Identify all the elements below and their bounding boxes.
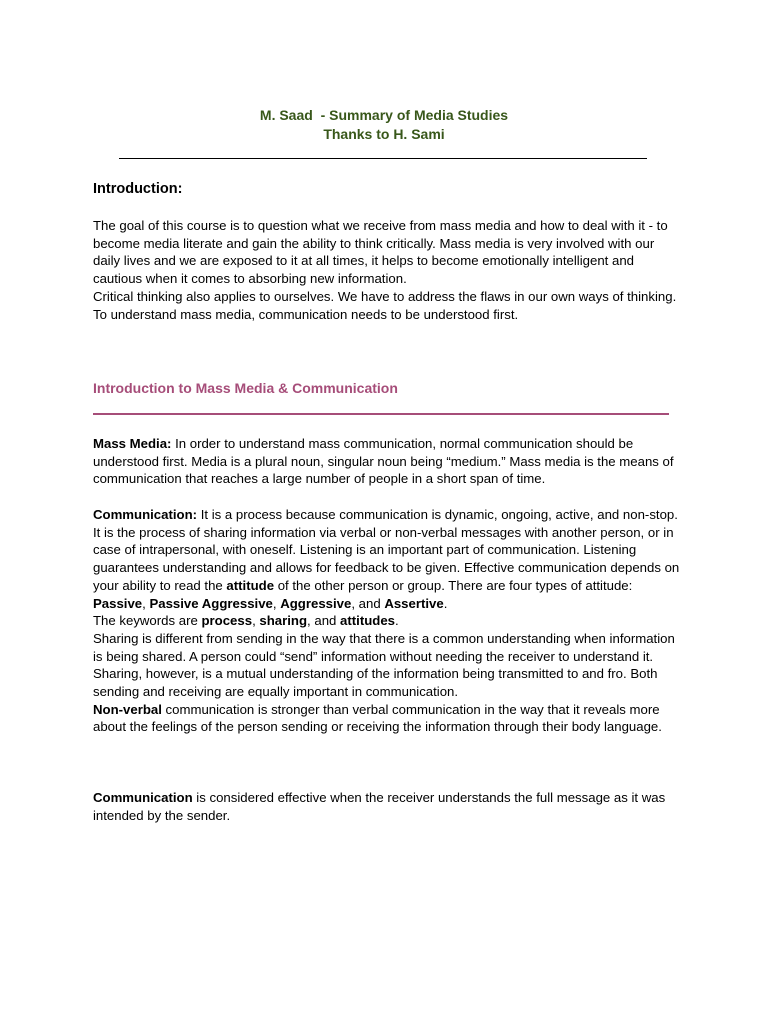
document-title: M. Saad - Summary of Media Studies (259, 107, 509, 123)
separator: , and (307, 613, 341, 629)
header-divider (119, 158, 647, 159)
period: . (443, 595, 448, 611)
section-heading: Introduction to Mass Media & Communication (93, 380, 398, 396)
document-header (0, 106, 768, 144)
keywords-prefix: The keywords are (93, 613, 202, 629)
attitude-aggressive: Aggressive (280, 595, 352, 611)
attitude-passive: Passive (93, 595, 143, 611)
effective-communication-term: Communication (93, 790, 193, 805)
separator: , (252, 613, 260, 629)
document-credit: Thanks to H. Sami (323, 126, 445, 142)
nonverbal-text: communication is stronger than verbal communication in the way that it reveals more about the feelings of the person sending or receiving the information through their body language. (93, 701, 662, 735)
mass-media-term: Mass Media: (93, 436, 172, 451)
effective-communication-text: is considered effective when the receiver understands the full message as it was intended by the sender. (93, 790, 666, 823)
separator: , (142, 595, 150, 611)
period: . (395, 613, 399, 629)
communication-text-continued: of the other person or group. There are four types of attitude: (274, 577, 633, 593)
nonverbal-paragraph (93, 701, 683, 736)
attitude-assertive: Assertive (384, 595, 444, 611)
mass-media-text: In order to understand mass communication, normal communication should be understood first. Media is a plural noun, singular noun being “medium.” Mass media is the means of communication that reaches a large number of people in a short span of time. (93, 436, 674, 487)
communication-block (93, 506, 683, 736)
section-divider (93, 413, 669, 415)
introduction-body (93, 217, 683, 323)
introduction-paragraph-understanding: To understand mass media, communication needs to be understood first. (93, 306, 519, 322)
keyword-process: process (201, 613, 253, 629)
keyword-sharing: sharing (259, 613, 308, 629)
sharing-paragraph: Sharing is different from sending in the way that there is a common understanding when information is being shared. A person could “send” information without needing the receiver to understand it. Sharing, however, is a mutual understanding of the information being transmitted to and fro. Both sending and receiving are equally important in communication. (93, 630, 675, 700)
attitude-passive-aggressive: Passive Aggressive (149, 595, 273, 611)
separator: , and (351, 595, 385, 611)
keywords-paragraph (93, 612, 683, 630)
attitude-term: attitude (226, 577, 275, 593)
communication-text: It is a process because communication is dynamic, ongoing, active, and non-stop. It is the process of sharing information via verbal or non-verbal messages with another person, or in case of intrapersonal, with oneself. Listening is an important part of communication. Listening guarantees understanding and allows for feedback to be given. Effective communication depends on your ability to read the (93, 507, 680, 593)
communication-term: Communication: (93, 507, 198, 522)
introduction-paragraph-critical-thinking: Critical thinking also applies to ourselves. We have to address the flaws in our own ways of thinking. (93, 288, 677, 304)
nonverbal-term: Non-verbal (93, 701, 162, 717)
separator: , (272, 595, 281, 611)
communication-paragraph (93, 506, 683, 612)
introduction-heading: Introduction: (93, 181, 183, 197)
introduction-paragraph-goal: The goal of this course is to question what we receive from mass media and how to deal with it - to become media literate and gain the ability to think critically. Mass media is very involved with our daily lives and we are exposed to it at all times, it helps to become emotionally intelligent and cautious when it comes to absorbing new information. (93, 218, 668, 287)
keyword-attitudes: attitudes (340, 613, 395, 629)
mass-media-paragraph (93, 435, 683, 488)
effective-communication-paragraph (93, 789, 683, 824)
